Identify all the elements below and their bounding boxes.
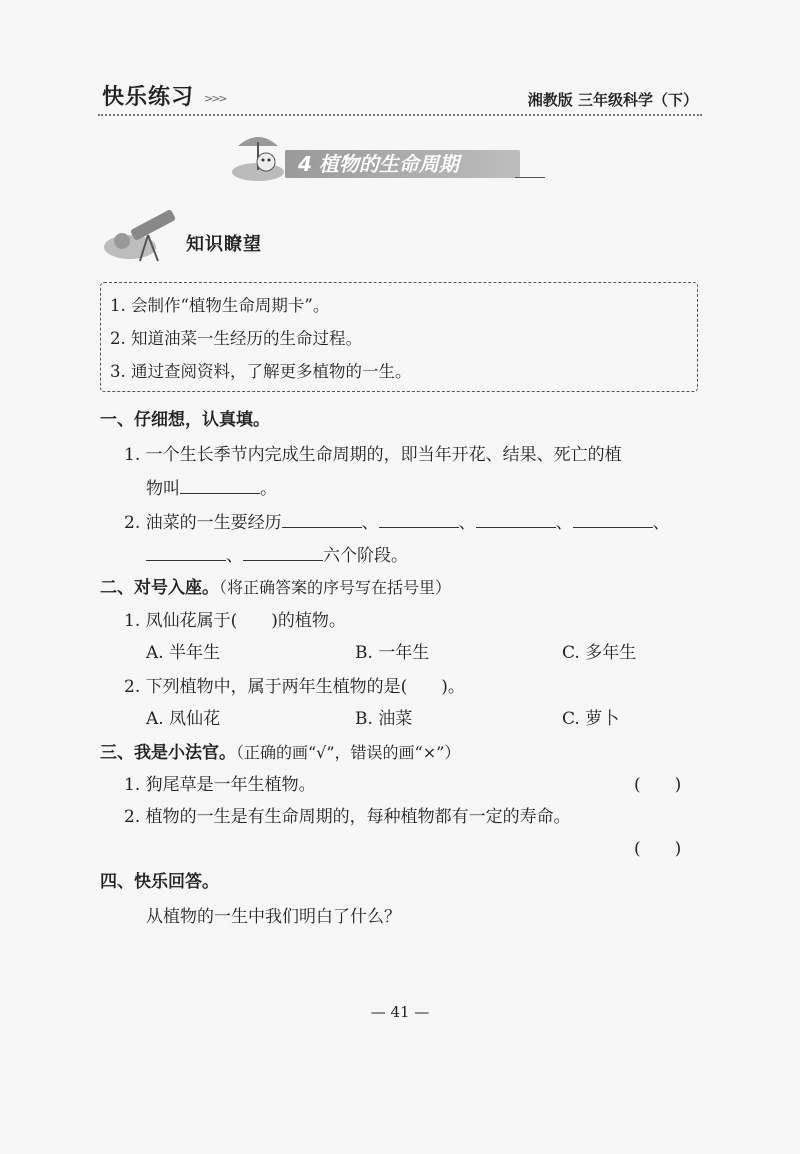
s3-question-2: 2. 植物的一生是有生命周期的，每种植物都有一定的寿命。	[124, 807, 571, 827]
header-book-title: 湘教版 三年级科学（下）	[527, 91, 698, 109]
s2-q1-option-c[interactable]: C. 多年生	[562, 643, 637, 663]
s1-question-2-line-1: 2. 油菜的一生要经历 、 、 、 、	[124, 513, 670, 533]
answer-blank[interactable]	[379, 511, 459, 528]
section-3-title: 三、我是小法官。（正确的画“√”，错误的画“×”）	[100, 743, 461, 763]
telescope-icon	[100, 205, 182, 265]
lesson-title: 4 植物的生命周期	[298, 152, 459, 176]
title-underline	[515, 177, 545, 178]
section-1-title: 一、仔细想，认真填。	[100, 410, 270, 430]
s2-q1-option-a[interactable]: A. 半年生	[146, 643, 221, 663]
answer-blank[interactable]	[282, 511, 362, 528]
objective-item: 1. 会制作“植物生命周期卡”。	[110, 296, 330, 315]
header-series-title: 快乐练习	[102, 85, 195, 110]
header-divider	[98, 114, 702, 116]
s1-question-2-line-2: 、 六个阶段。	[146, 541, 408, 566]
answer-blank[interactable]	[573, 511, 653, 528]
objective-item: 3. 通过查阅资料，了解更多植物的一生。	[110, 362, 412, 381]
page-number: — 41 —	[370, 1003, 430, 1021]
s3-q2-answer-paren[interactable]: ( )	[634, 839, 682, 859]
header-arrows: >>>	[204, 92, 226, 105]
knowledge-label: 知识瞭望	[186, 234, 262, 255]
s3-question-1: 1. 狗尾草是一年生植物。	[124, 775, 316, 795]
objective-item: 2. 知道油菜一生经历的生命过程。	[110, 329, 362, 348]
s1-question-1-line-1: 1. 一个生长季节内完成生命周期的，即当年开花、结果、死亡的植	[124, 445, 622, 465]
answer-blank[interactable]	[180, 477, 260, 494]
s3-q1-answer-paren[interactable]: ( )	[634, 775, 682, 795]
answer-blank[interactable]	[476, 511, 556, 528]
answer-blank[interactable]	[243, 544, 323, 561]
s2-question-1: 1. 凤仙花属于( )的植物。	[124, 611, 346, 631]
s2-q2-option-c[interactable]: C. 萝卜	[562, 709, 620, 729]
s2-q1-option-b[interactable]: B. 一年生	[355, 643, 430, 663]
s4-question: 从植物的一生中我们明白了什么？	[146, 907, 401, 927]
s2-q2-option-a[interactable]: A. 凤仙花	[146, 709, 221, 729]
section-2-title: 二、对号入座。（将正确答案的序号写在括号里）	[100, 578, 452, 598]
s2-q2-option-b[interactable]: B. 油菜	[355, 709, 413, 729]
s1-question-1-line-2: 物叫 。	[146, 479, 277, 499]
answer-blank[interactable]	[146, 544, 226, 561]
s2-question-2: 2. 下列植物中，属于两年生植物的是( )。	[124, 677, 465, 697]
section-4-title: 四、快乐回答。	[100, 872, 219, 892]
